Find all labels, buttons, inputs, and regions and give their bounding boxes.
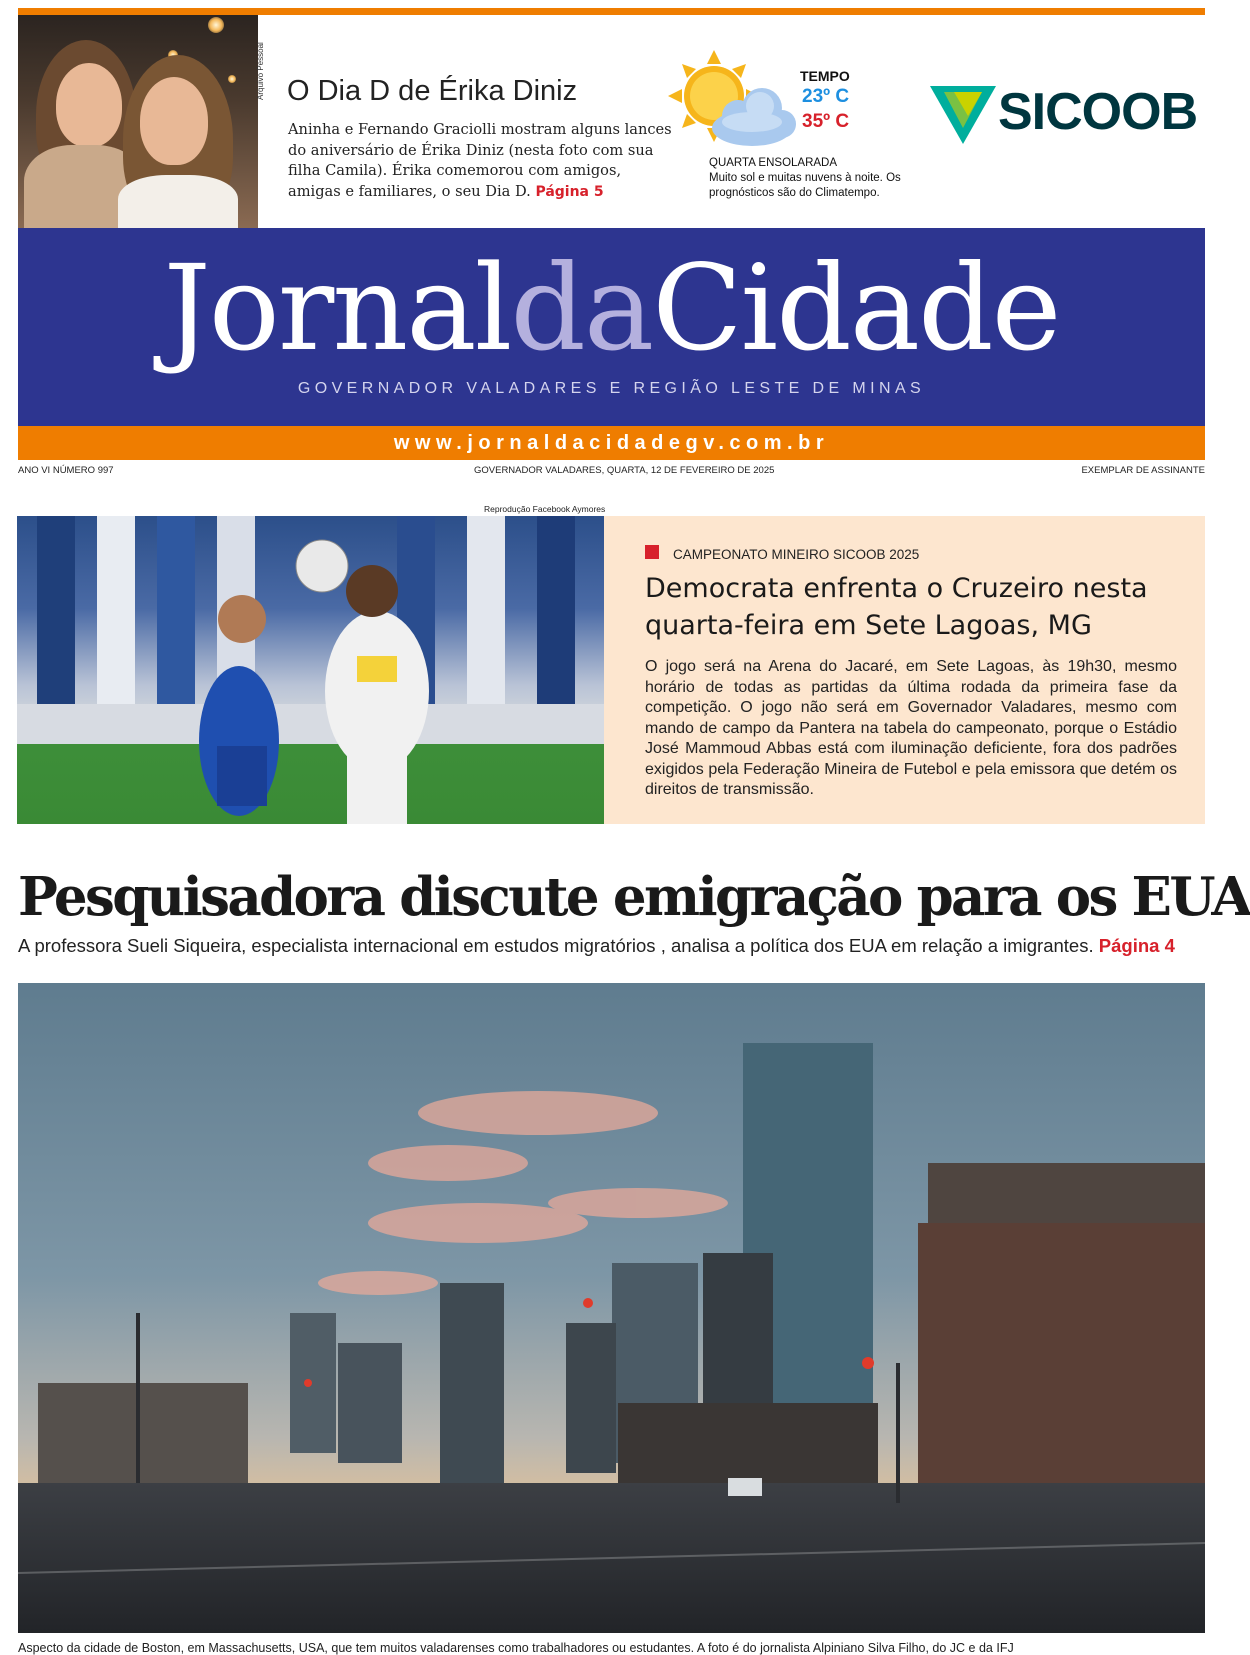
main-headline[interactable]: Pesquisadora discute emigração para os EUA	[18, 866, 1250, 928]
teaser-body-text: Aninha e Fernando Graciolli mostram alguns lances do aniversário de Érika Diniz (nesta foto com sua filha Camila). Érika comemorou com amigos, amigas e familiares, o seu Dia D.	[288, 121, 672, 200]
weather-label: TEMPO	[800, 68, 850, 84]
main-deck-text: A professora Sueli Siqueira, especialista internacional em estudos migratórios , analisa a política dos EUA em relação a imigrantes.	[18, 935, 1094, 956]
main-page-link[interactable]: Página 4	[1098, 935, 1175, 956]
sports-headline[interactable]: Democrata enfrenta o Cruzeiro nesta quarta-feira em Sete Lagoas, MG	[645, 573, 1148, 641]
sun-cloud-icon	[672, 50, 822, 150]
masthead	[18, 228, 1205, 426]
masthead-title-da: da	[510, 239, 653, 377]
boston-photo[interactable]	[18, 983, 1205, 1633]
site-url-link[interactable]: www.jornaldacidadegv.com.br	[393, 432, 830, 454]
kicker-square-icon	[645, 545, 659, 559]
sports-photo-credit: Reprodução Facebook Aymores	[484, 504, 606, 514]
main-deck	[18, 935, 1208, 957]
teaser-photo[interactable]	[18, 15, 258, 228]
weather-max-temp: 35º C	[802, 111, 850, 132]
url-bar	[18, 426, 1205, 460]
teaser-title[interactable]: O Dia D de Érika Diniz	[287, 75, 578, 107]
players-illustration	[17, 516, 604, 824]
masthead-title-cidade: Cidade	[652, 239, 1060, 377]
sicoob-wordmark[interactable]: SICOOB	[998, 83, 1198, 141]
teaser-body	[288, 120, 678, 202]
masthead-title[interactable]	[18, 233, 1205, 383]
weather-description: Muito sol e muitas nuvens à noite. Os prognósticos são do Climatempo.	[709, 172, 901, 199]
edition-date: GOVERNADOR VALADARES, QUARTA, 12 DE FEVEREIRO DE 2025	[474, 465, 775, 476]
sports-photo[interactable]	[17, 516, 604, 824]
top-orange-rule	[18, 8, 1205, 15]
issue-number: ANO VI NÚMERO 997	[18, 465, 114, 476]
teaser-photo-credit: Arquivo Pessoal	[256, 42, 265, 100]
copy-type: EXEMPLAR DE ASSINANTE	[1081, 465, 1205, 476]
masthead-title-jornal: Jornal	[163, 239, 511, 377]
masthead-subtitle: GOVERNADOR VALADARES E REGIÃO LESTE DE MINAS	[297, 380, 926, 397]
teaser-page-link[interactable]: Página 5	[535, 183, 604, 200]
main-photo-caption: Aspecto da cidade de Boston, em Massachusetts, USA, que tem muitos valadarenses como trabalhadores ou estudantes. A foto é do jornalista Alpiniano Silva Filho, do JC e da IFJ	[18, 1641, 1014, 1655]
sports-kicker: CAMPEONATO MINEIRO SICOOB 2025	[673, 547, 920, 562]
sports-body: O jogo será na Arena do Jacaré, em Sete Lagoas, às 19h30, mesmo horário de todas as partidas da última rodada da primeira fase da competição. O jogo não será em Governador Valadares, mesmo com mando de campo da Pantera na tabela do campeonato, porque o Estádio José Mammoud Abbas está com iluminação deficiente, fora dos padrões exigidos pela Federação Mineira de Futebol e pela emissora que detém os direitos de transmissão.	[645, 658, 1177, 798]
weather-headline: QUARTA ENSOLARADA	[709, 157, 838, 169]
weather-min-temp: 23º C	[802, 86, 850, 107]
